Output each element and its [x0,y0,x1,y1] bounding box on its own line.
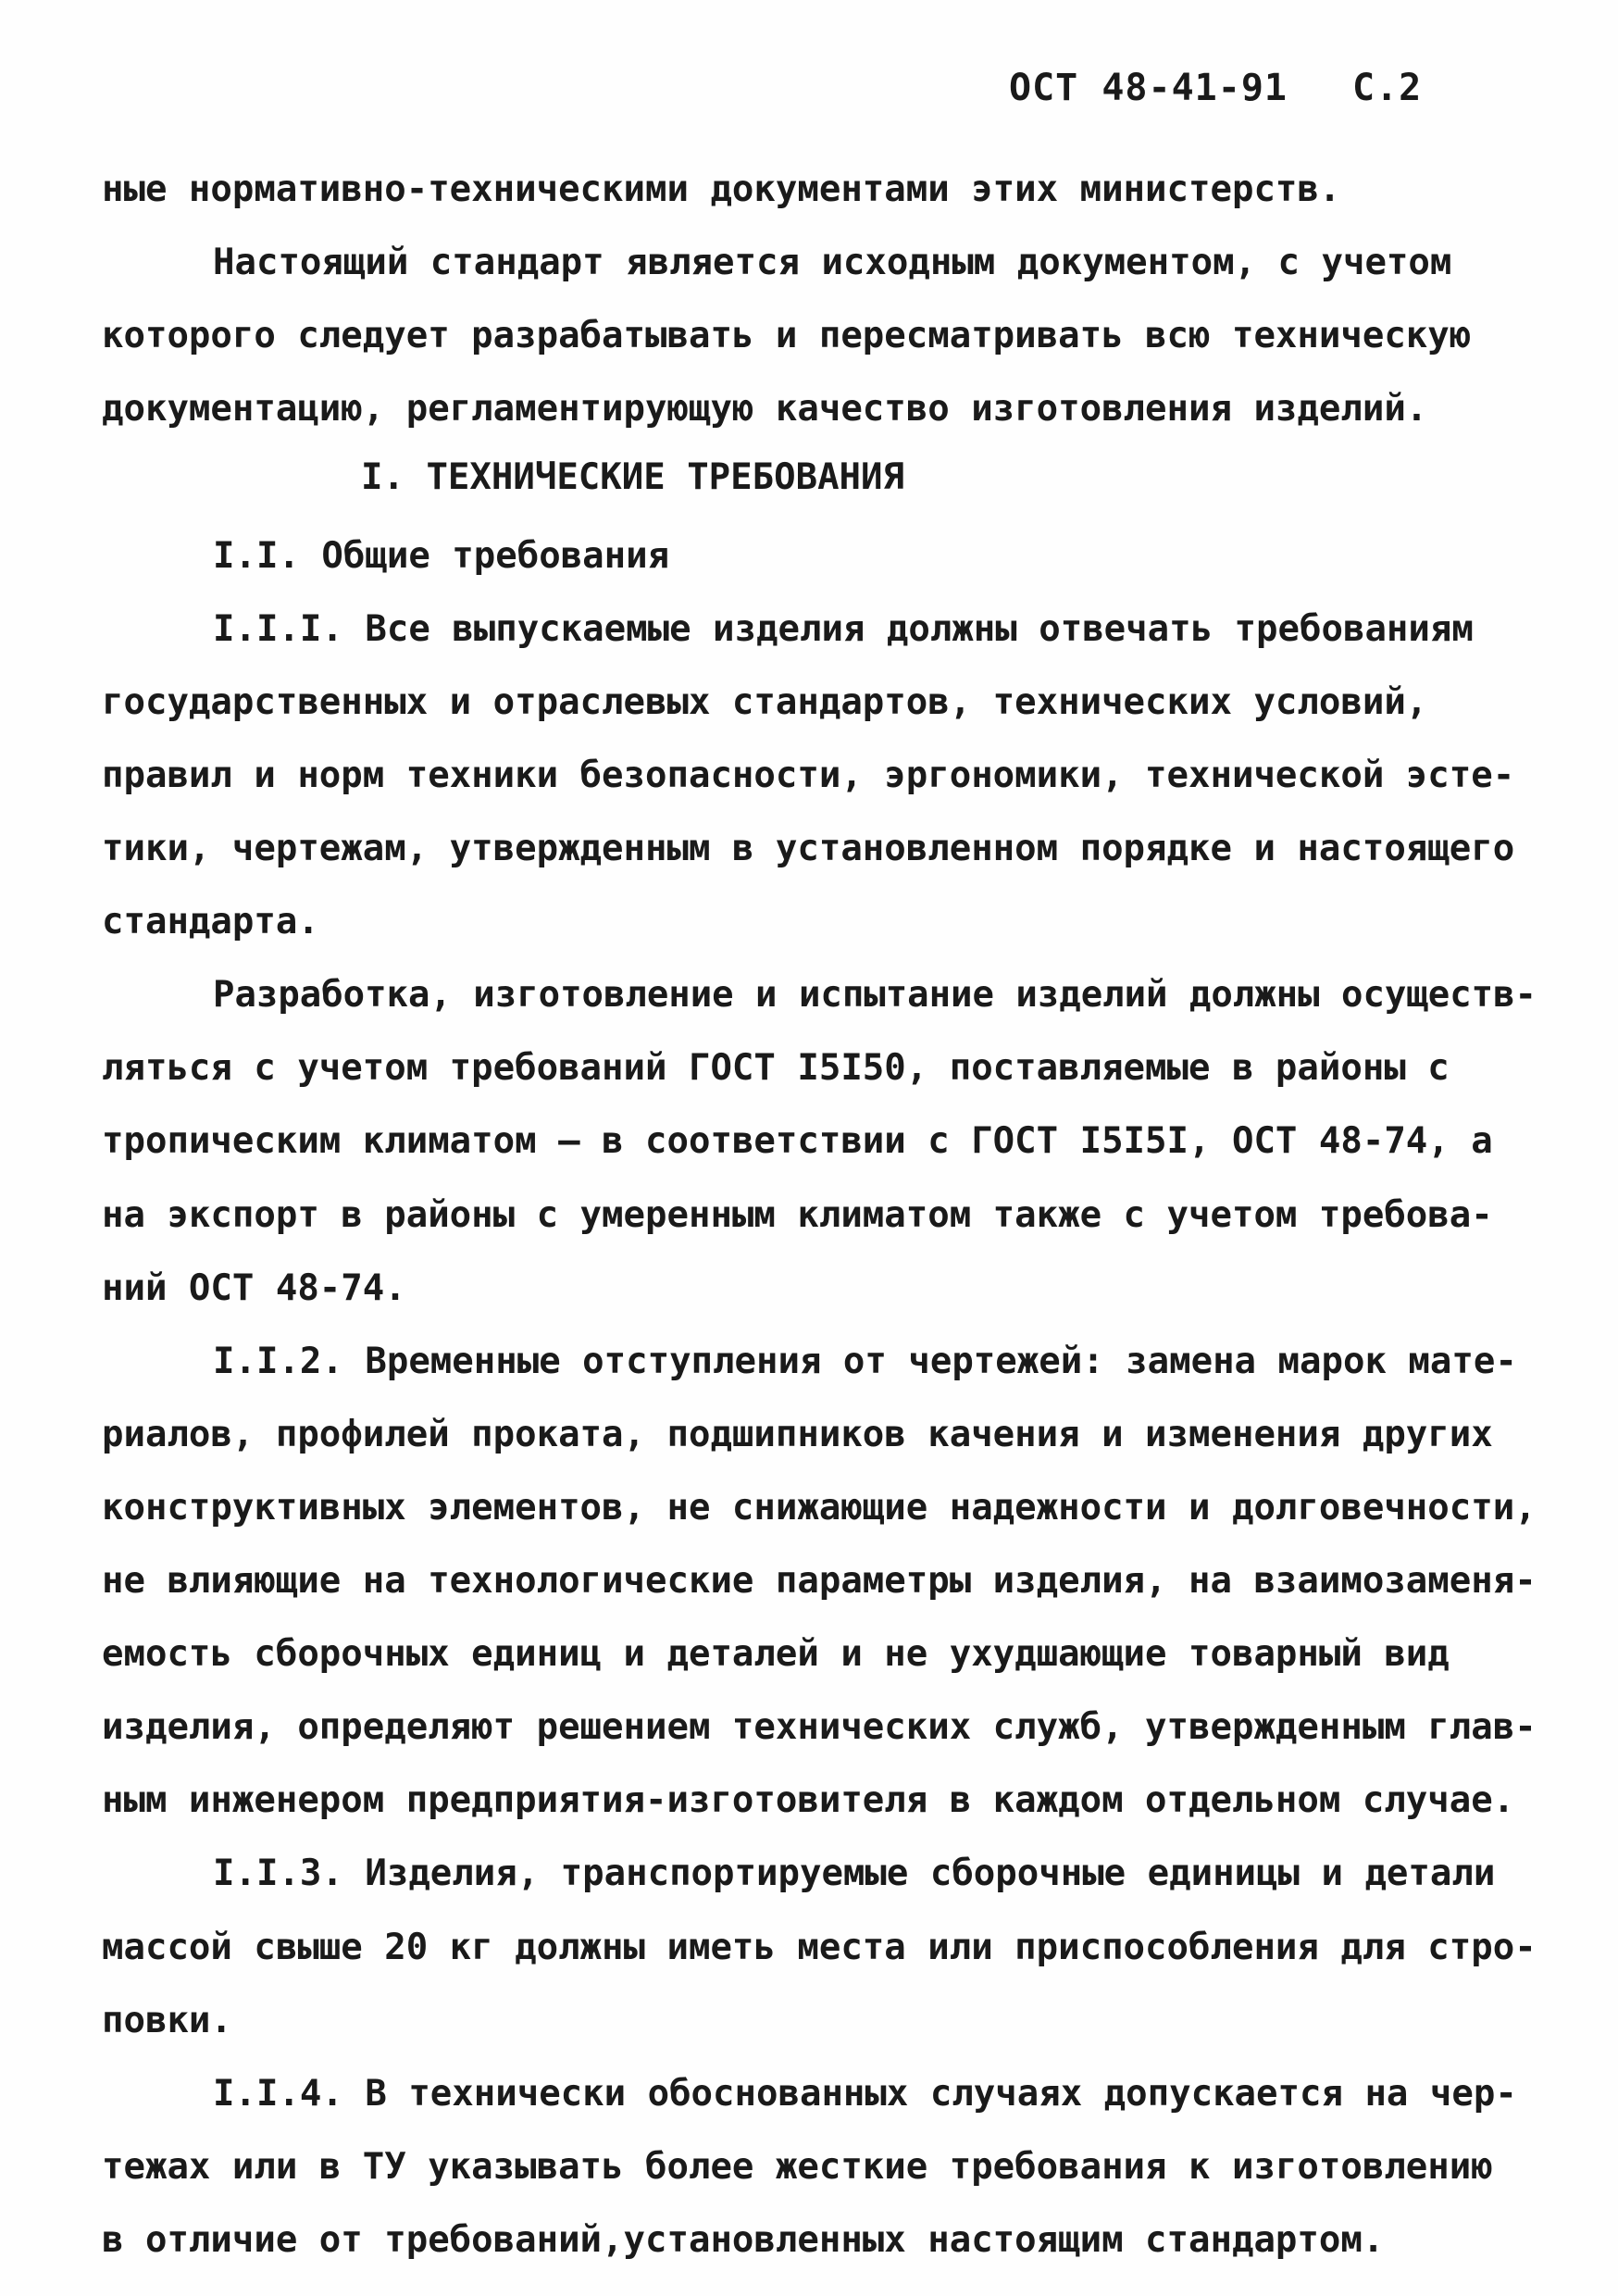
text-line: риалов, профилей проката, подшипников качения и изменения других [102,1414,1493,1455]
text-line: правил и норм техники безопасности, эргономики, технической эсте- [102,755,1515,796]
text-line: ляться с учетом требований ГОСТ I5I50, поставляемые в районы с [102,1047,1450,1089]
text-line: не влияющие на технологические параметры изделия, на взаимозаменя- [102,1560,1537,1602]
text-line: ным инженером предприятия-изготовителя в каждом отдельном случае. [102,1779,1515,1821]
text-line: ний ОСТ 48-74. [102,1267,406,1309]
text-line: ные нормативно-техническими документами этих министерств. [102,168,1341,210]
document-code: ОСТ 48-41-91 [1009,67,1288,109]
text-line: которого следует разрабатывать и пересматривать всю техническую [102,315,1472,356]
text-line: изделия, определяют решением технических служб, утвержденным глав- [102,1706,1537,1748]
text-line: на экспорт в районы с умеренным климатом также с учетом требова- [102,1194,1493,1236]
text-line: повки. [102,2000,232,2041]
text-line: массой свыше 20 кг должны иметь места или приспособления для стро- [102,1927,1537,1968]
text-line: государственных и отраслевых стандартов, технических условий, [102,681,1428,723]
clause-1-1-2: I.I.2. Временные отступления от чертежей: замена марок мате- [213,1341,1517,1382]
text-line: емость сборочных единиц и деталей и не ухудшающие товарный вид [102,1633,1450,1675]
paragraph-first-line: Настоящий стандарт является исходным документом, с учетом [213,242,1452,283]
clause-1-1-4: I.I.4. В технически обоснованных случаях допускается на чер- [213,2073,1517,2115]
clause-1-1-3: I.I.3. Изделия, транспортируемые сборочные единицы и детали [213,1853,1496,1894]
text-line: документацию, регламентирующую качество изготовления изделий. [102,388,1428,430]
clause-1-1-1: I.I.I. Все выпускаемые изделия должны отвечать требованиям [213,608,1474,650]
text-line: стандарта. [102,901,319,942]
text-line: конструктивных элементов, не снижающие надежности и долговечности, [102,1487,1537,1529]
subsection-heading: I.I. Общие требования [213,535,670,577]
text-line: тики, чертежам, утвержденным в установленном порядке и настоящего [102,828,1515,869]
section-heading: I. ТЕХНИЧЕСКИЕ ТРЕБОВАНИЯ [361,456,904,498]
text-line: в отличие от требований,установленных настоящим стандартом. [102,2219,1385,2261]
page-header [1009,67,1422,109]
page-number: С.2 [1351,67,1423,109]
paragraph-first-line: Разработка, изготовление и испытание изделий должны осуществ- [213,974,1537,1016]
text-line: тропическим климатом – в соответствии с ГОСТ I5I5I, ОСТ 48-74, а [102,1120,1493,1162]
text-line: тежах или в ТУ указывать более жесткие требования к изготовлению [102,2146,1493,2188]
